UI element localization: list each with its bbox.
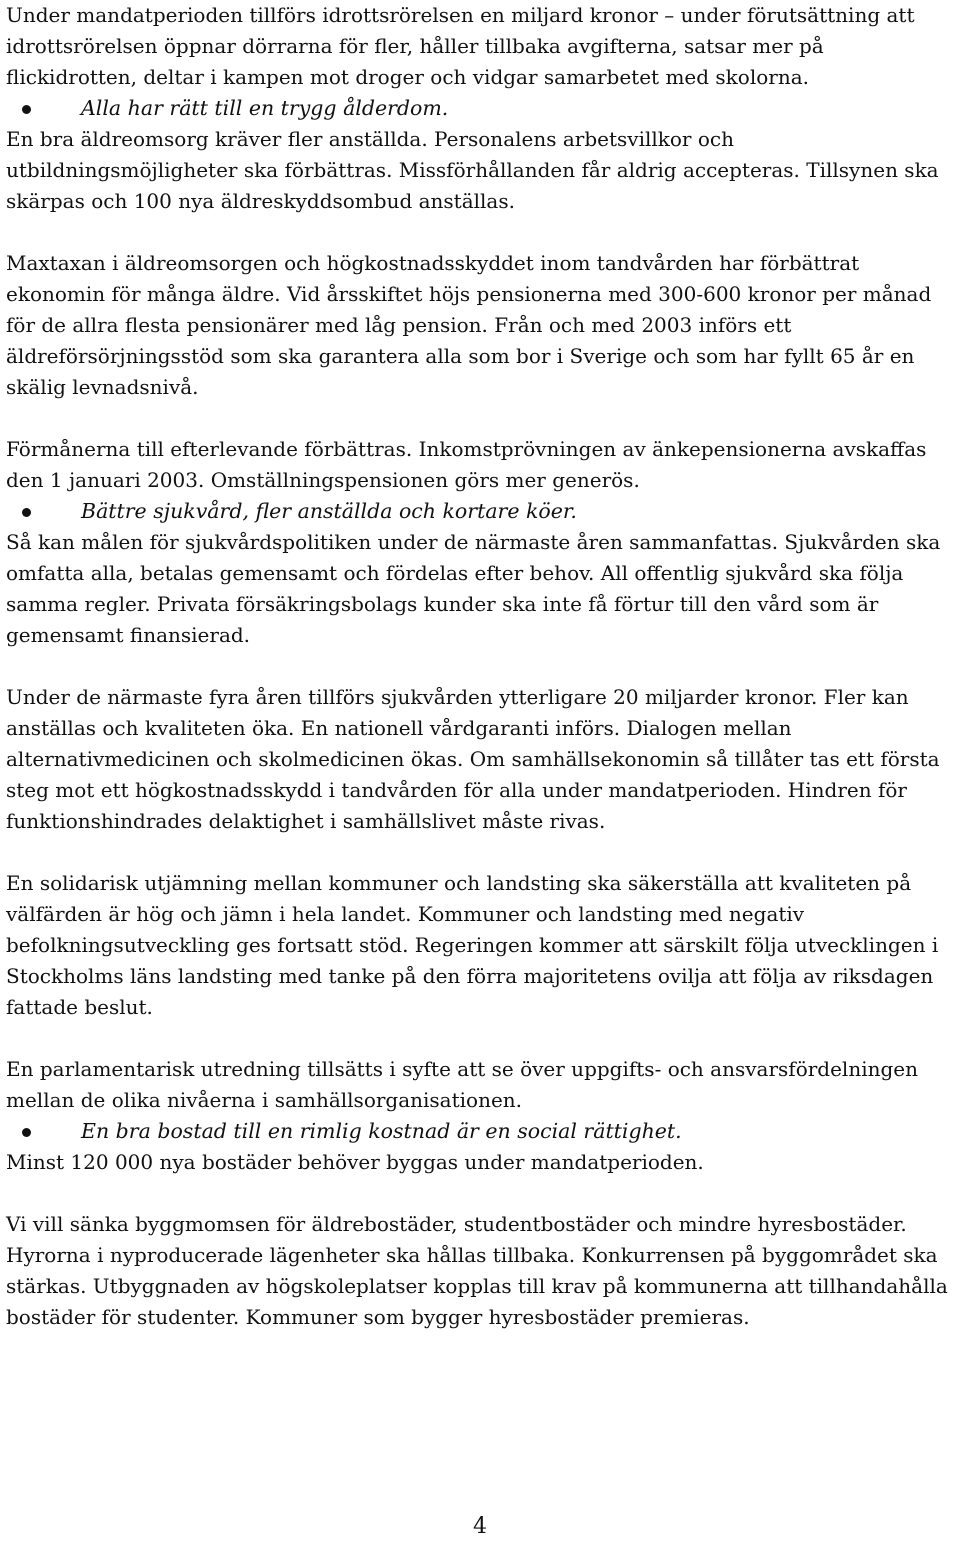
- heading-aldreomsorg: [6, 93, 956, 124]
- heading-aldreomsorg-text: Alla har rätt till en trygg ålderdom.: [81, 96, 449, 120]
- heading-sjukvard-text: Bättre sjukvård, fler anställda och kortare köer.: [81, 499, 577, 523]
- paragraph-utjamning: En solidarisk utjämning mellan kommuner och landsting ska säkerställa att kvaliteten på välfärden är hög och jämn i hela landet. Kommuner och landsting med negativ befolkningsutveckling ges fortsatt stöd. Regeringen kommer att särskilt följa utvecklingen i Stockholms läns landsting med tanke på den förra majoritetens ovilja att följa av riksdagen fattade beslut.: [6, 871, 939, 1019]
- paragraph-sjukvard-mal: Så kan målen för sjukvårdspolitiken under de närmaste åren sammanfattas. Sjukvården ska omfatta alla, betalas gemensamt och fördelas efter behov. All offentlig sjukvård ska följa samma regler. Privata försäkringsbolags kunder ska inte få förtur till den vård som är gemensamt finansierad.: [6, 530, 941, 647]
- bullet-icon: [22, 508, 31, 517]
- heading-sjukvard: [6, 496, 956, 527]
- paragraph-utredning: En parlamentarisk utredning tillsätts i syfte att se över uppgifts- och ansvarsfördelningen mellan de olika nivåerna i samhällsorganisationen.: [6, 1057, 919, 1112]
- bullet-icon: [22, 1128, 31, 1137]
- page-number: 4: [473, 1514, 487, 1539]
- paragraph-sjukvard-resurser: Under de närmaste fyra åren tillförs sjukvården ytterligare 20 miljarder kronor. Fler kan anställas och kvaliteten öka. En nationell vårdgaranti införs. Dialogen mellan alternativmedicinen och skolmedicinen ökas. Om samhällsekonomin så tillåter tas ett första steg mot ett högkostnadsskydd i tandvården för alla under mandatperioden. Hindren för funktionshindrades delaktighet i samhällslivet måste rivas.: [6, 685, 940, 833]
- paragraph-bostader-antal: Minst 120 000 nya bostäder behöver byggas under mandatperioden.: [6, 1150, 704, 1174]
- bullet-icon: [22, 105, 31, 114]
- paragraph-efterlevande: Förmånerna till efterlevande förbättras. Inkomstprövningen av änkepensionerna avskaffas den 1 januari 2003. Omställningspensionen görs mer generös.: [6, 437, 927, 492]
- paragraph-maxtaxa: Maxtaxan i äldreomsorgen och högkostnadsskyddet inom tandvården har förbättrat ekonomin för många äldre. Vid årsskiftet höjs pensionerna med 300-600 kronor per månad för de allra flesta pensionärer med låg pension. Från och med 2003 införs ett äldreförsörjningsstöd som ska garantera alla som bor i Sverige och som har fyllt 65 år en skälig levnadsnivå.: [6, 251, 932, 399]
- document-page: [6, 0, 956, 1333]
- paragraph-byggmoms: Vi vill sänka byggmomsen för äldrebostäder, studentbostäder och mindre hyresbostäder. Hyrorna i nyproducerade lägenheter ska hållas tillbaka. Konkurrensen på byggområdet ska stärkas. Utbyggnaden av högskoleplatser kopplas till krav på kommunerna att tillhandahålla bostäder för studenter. Kommuner som bygger hyresbostäder premieras.: [6, 1212, 948, 1329]
- heading-bostad-text: En bra bostad till en rimlig kostnad är en social rättighet.: [81, 1119, 682, 1143]
- paragraph-idrott: Under mandatperioden tillförs idrottsrörelsen en miljard kronor – under förutsättning att idrottsrörelsen öppnar dörrarna för fler, håller tillbaka avgifterna, satsar mer på flickidrotten, deltar i kampen mot droger och vidgar samarbetet med skolorna.: [6, 3, 915, 89]
- heading-bostad: [6, 1116, 956, 1147]
- paragraph-aldreomsorg-personal: En bra äldreomsorg kräver fler anställda. Personalens arbetsvillkor och utbildningsmöjligheter ska förbättras. Missförhållanden får aldrig accepteras. Tillsynen ska skärpas och 100 nya äldreskyddsombud anställas.: [6, 127, 939, 213]
